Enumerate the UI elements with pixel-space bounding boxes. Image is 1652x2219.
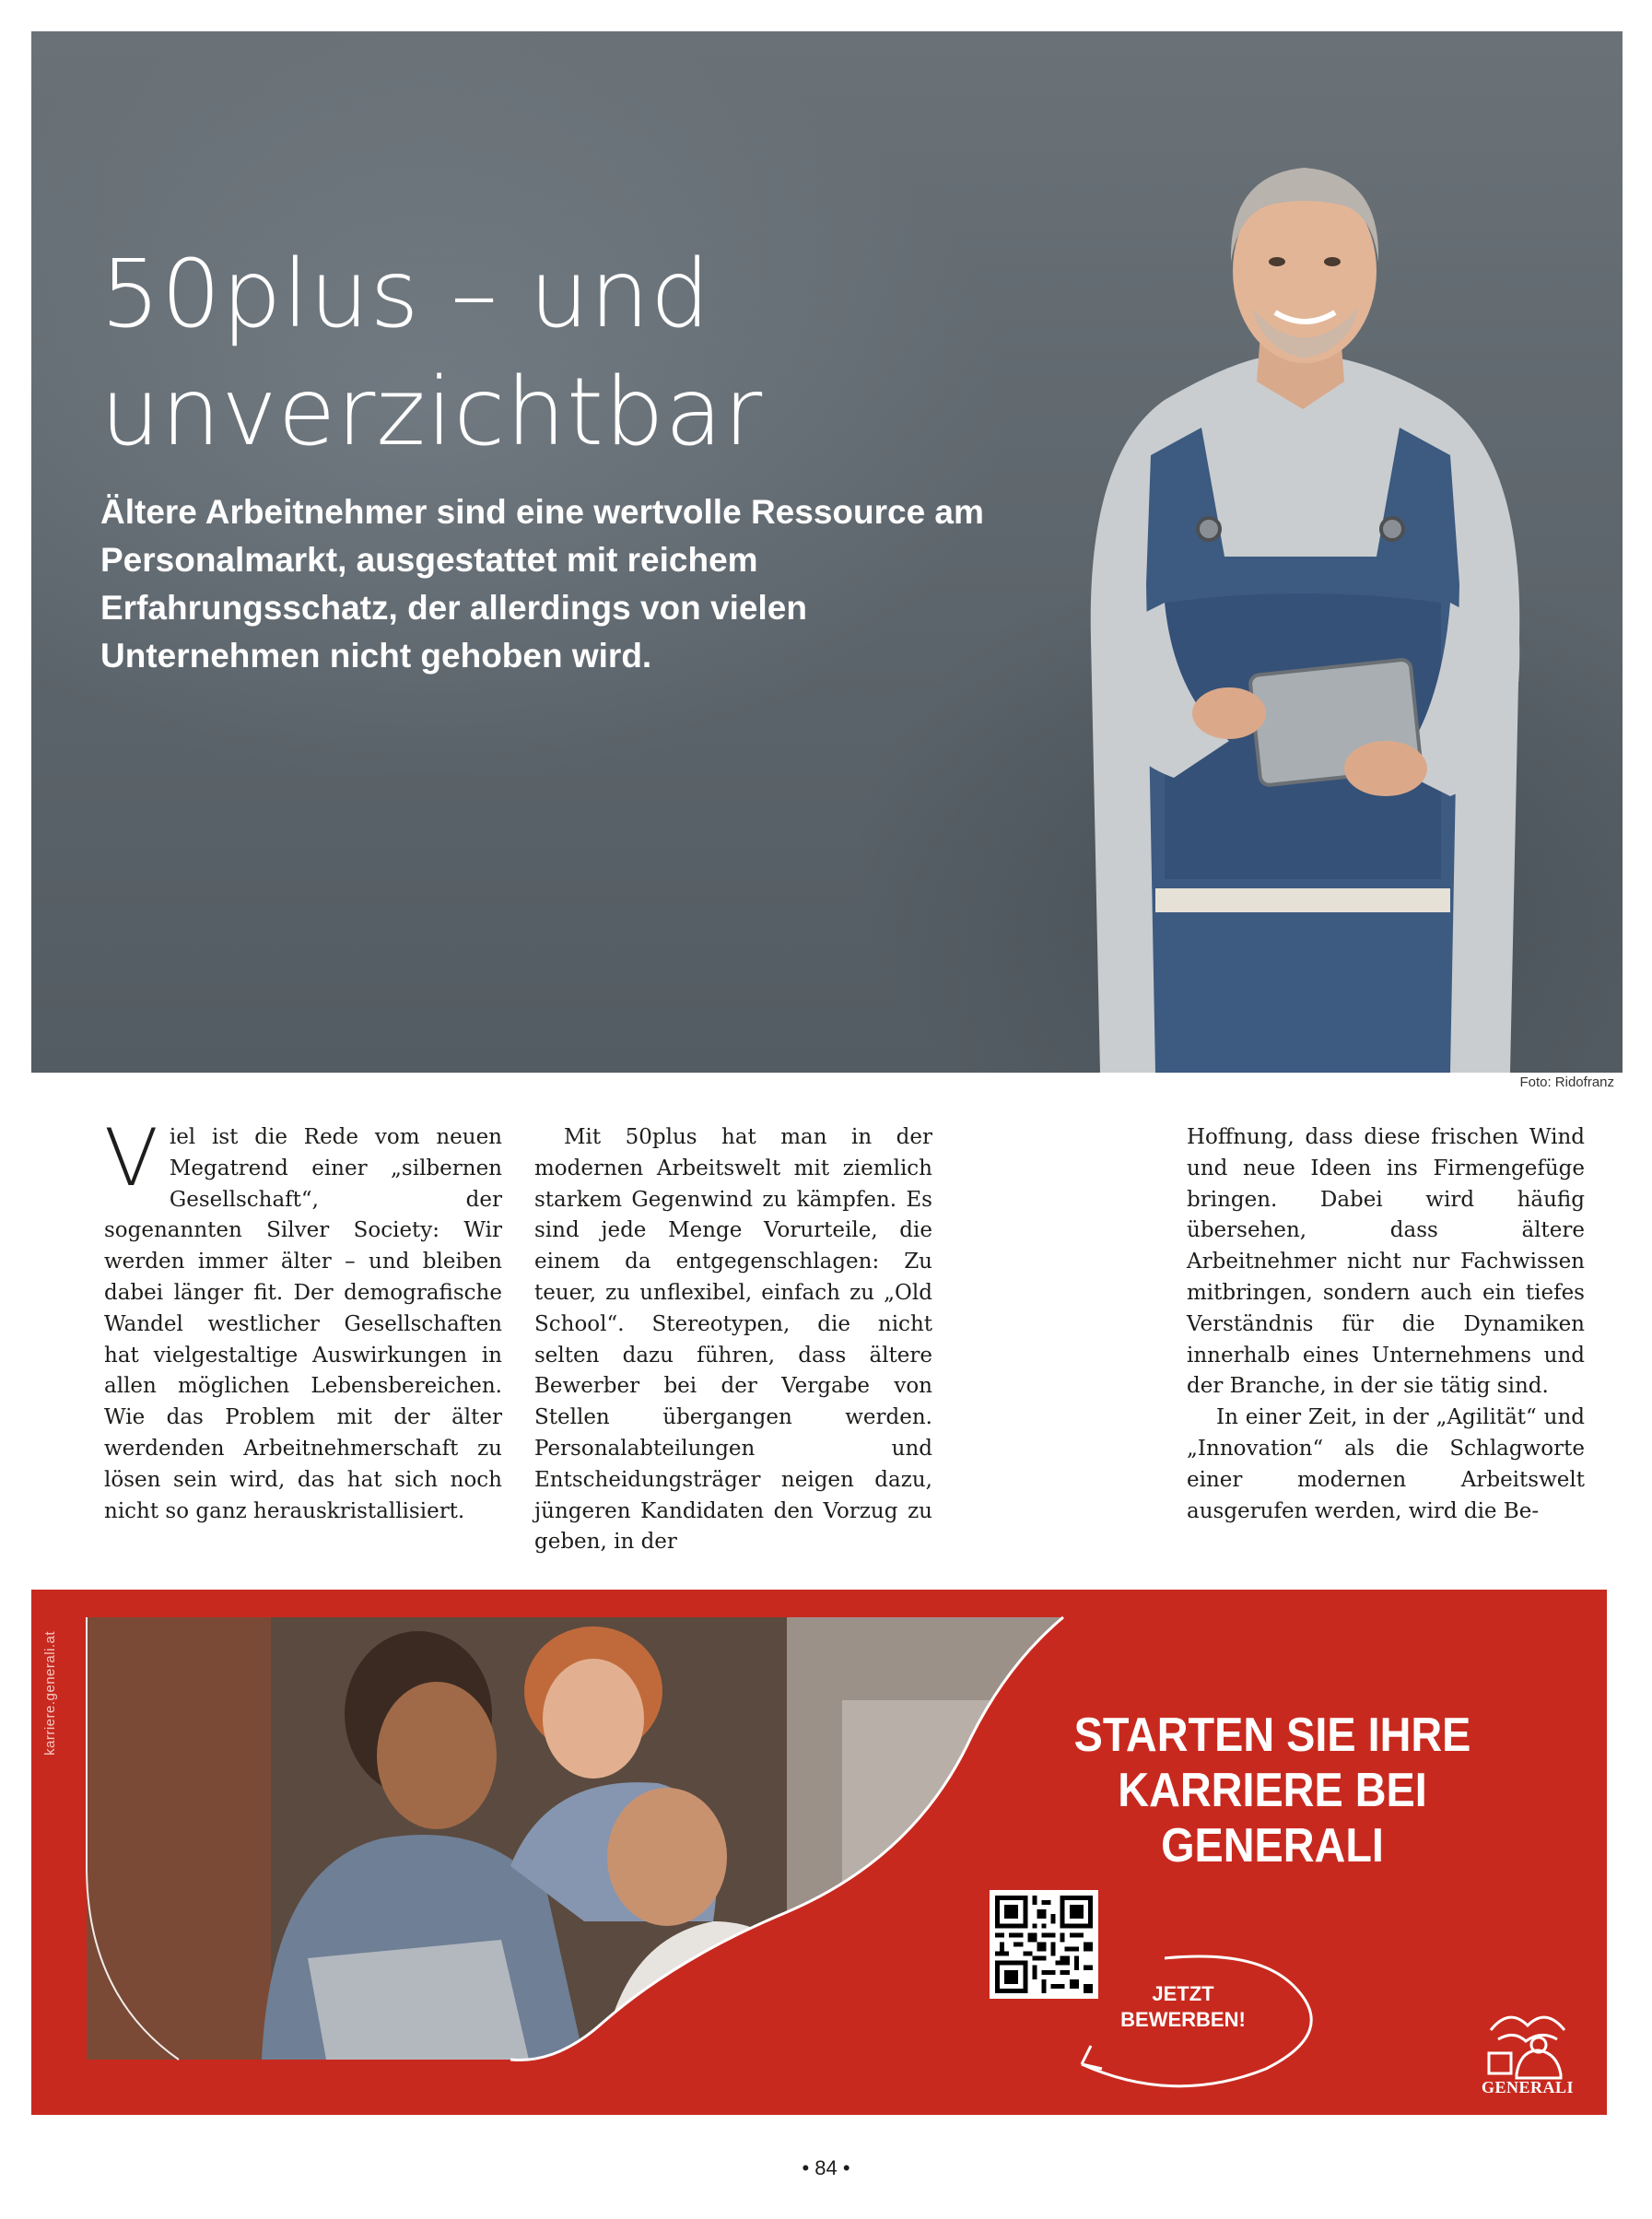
- apply-now-button[interactable]: [1109, 1981, 1257, 2033]
- column-1-text: iel ist die Rede vom neuen Megatrend einer „silbernen Gesellschaft“, der sogenannten Silver Society: Wir werden immer älter – und bleiben dabei länger fit. Der demografische Wandel westlicher Gesellschaften hat vielgestaltige Auswirkungen in allen möglichen Lebensbereichen. Wie das Problem mit der älter werdenden Arbeitnehmerschaft zu lösen sein wird, das hat sich noch nicht so ganz herauskristallisiert.: [104, 1125, 502, 1523]
- lede: Ältere Arbeitnehmer sind eine wertvolle Ressource am Personalmarkt, ausgestattet mit reichem Erfahrungsschatz, der allerdings von vielen Unternehmen nicht gehoben wird.: [100, 493, 984, 675]
- ad-url[interactable]: karriere.generali.at: [42, 1630, 58, 1755]
- generali-ad-banner[interactable]: [31, 1590, 1607, 2115]
- page-number: • 84 •: [802, 2156, 850, 2179]
- cta-line-1: JETZT: [1152, 1982, 1214, 2005]
- headline: [100, 236, 930, 472]
- qr-code-icon[interactable]: [990, 1890, 1098, 1999]
- ad-headline: [1012, 1708, 1534, 1873]
- article-column-3: [1187, 1122, 1585, 1527]
- hero-image: [31, 31, 1623, 1073]
- man-with-tablet-illustration: [1063, 123, 1542, 1073]
- column-3-paragraph-1: Hoffnung, dass diese frischen Wind und neue Ideen ins Firmengefüge bringen. Dabei wird häufig übersehen, dass ältere Arbeitnehmer nicht nur Fachwissen mitbringen, sondern auch ein tiefes Verständnis für die Dynamiken innerhalb eines Unternehmens und der Branche, in der sie tätig sind.: [1187, 1125, 1585, 1399]
- column-3-paragraph-2: In einer Zeit, in der „Agilität“ und „Innovation“ als die Schlagworte einer modernen Arbeitswelt ausgerufen werden, wird die Be-: [1187, 1405, 1585, 1523]
- photo-credit: Foto: Ridofranz: [1519, 1074, 1614, 1090]
- column-2-text: Mit 50plus hat man in der modernen Arbeitswelt mit ziemlich starkem Gegenwind zu kämpfen. Es sind jede Menge Vorurteile, die einem da entgegenschlagen: Zu teuer, zu unflexibel, einfach zu „Old School“. Stereotypen, die nicht selten dazu führen, dass ältere Bewerber bei der Vergabe von Stellen übergangen werden. Personalabteilungen und Entscheidungsträger neigen dazu, jüngeren Kandidaten den Vorzug zu geben, in der: [534, 1125, 932, 1555]
- drop-cap: V: [104, 1112, 158, 1204]
- cta-line-2: BEWERBEN!: [1120, 2008, 1246, 2031]
- article-column-2: [534, 1122, 932, 1558]
- generali-logo-text: GENERALI: [1481, 2078, 1575, 2096]
- article-paragraph: [104, 1112, 502, 1527]
- ad-headline-line-1: STARTEN SIE IHRE: [1073, 1708, 1471, 1762]
- headline-line-1: 50plus – und: [100, 240, 711, 349]
- ad-headline-line-2: KARRIERE BEI GENERALI: [1118, 1764, 1427, 1873]
- headline-line-2: unverzichtbar: [100, 358, 764, 467]
- article-column-1: [104, 1112, 502, 1527]
